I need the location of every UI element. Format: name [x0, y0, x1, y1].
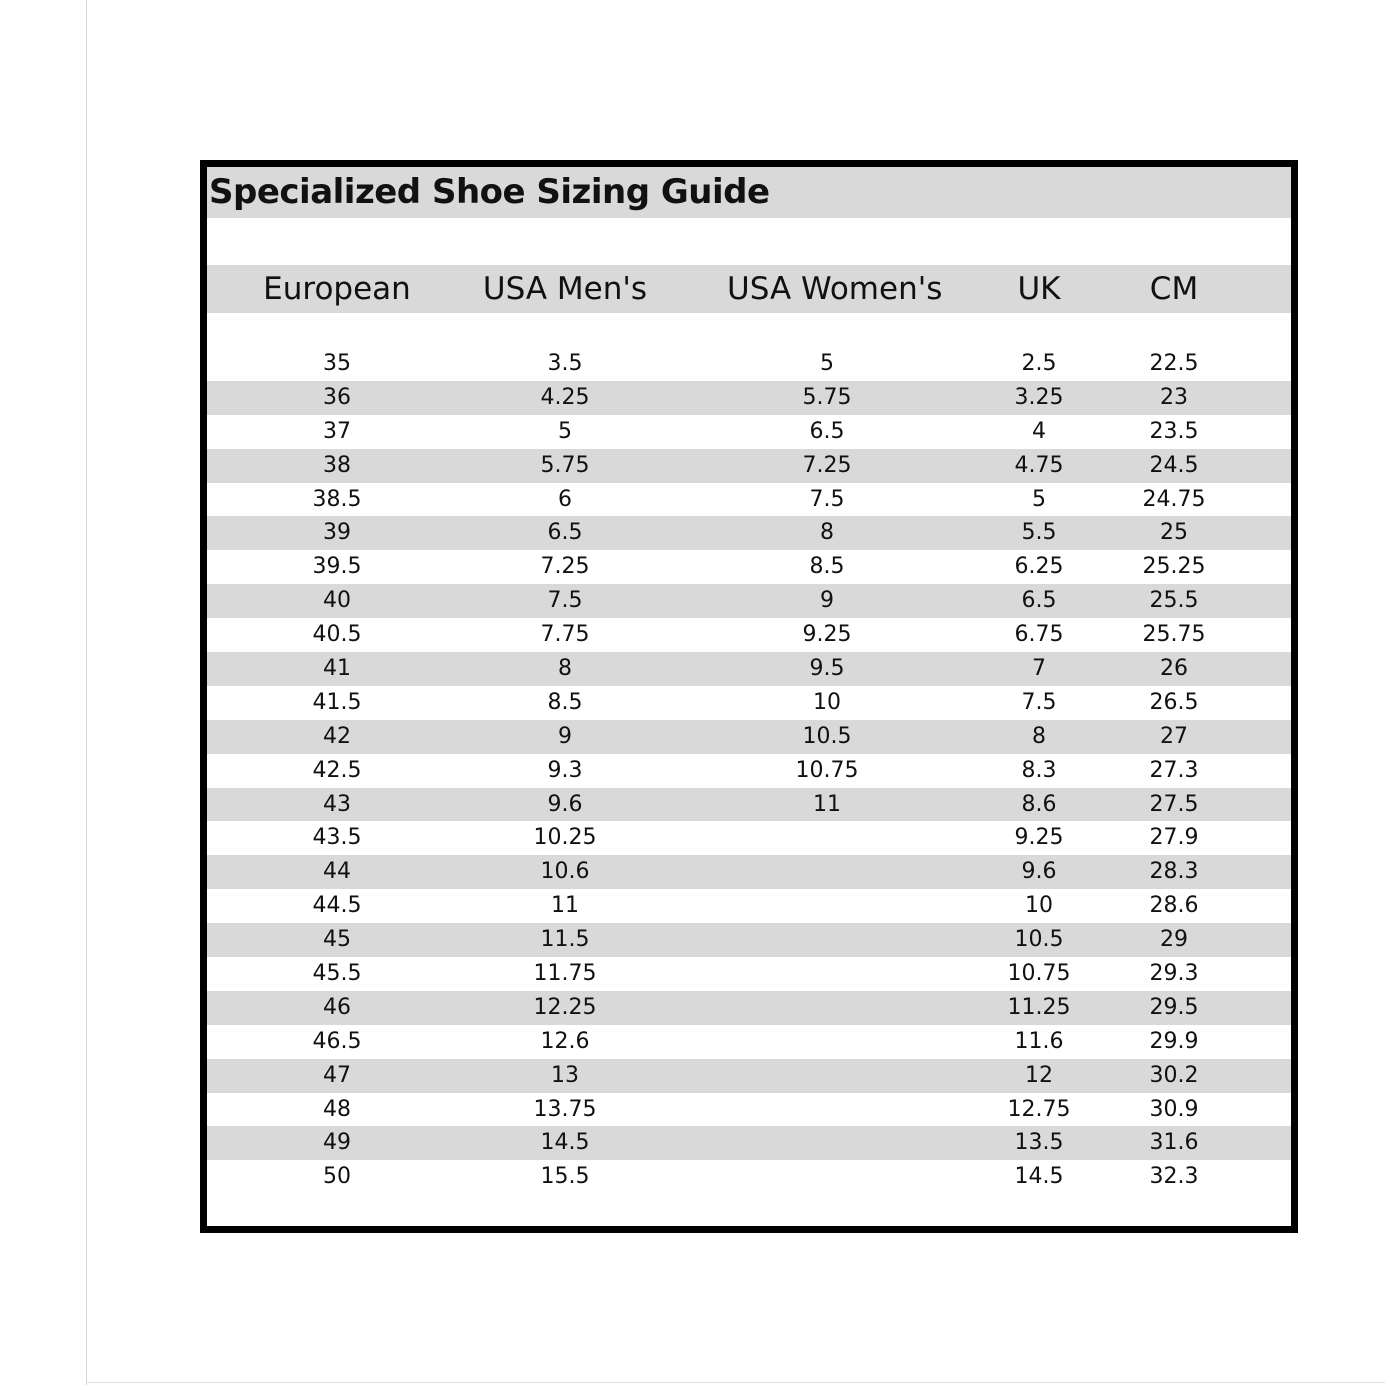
header-usa-mens: USA Men's — [482, 271, 648, 307]
cell-uk: 11.25 — [1007, 994, 1071, 1020]
cell-cm: 23.5 — [1149, 418, 1199, 444]
cell-cm: 22.5 — [1149, 351, 1199, 376]
table-row — [207, 754, 1291, 788]
cell-cm: 28.6 — [1149, 893, 1199, 919]
cell-usa-womens — [727, 991, 927, 1025]
cell-european: 35 — [323, 351, 351, 376]
cell-usa-mens: 13 — [551, 1062, 579, 1088]
cell-uk: 7 — [1032, 656, 1046, 682]
cell-usa-womens — [727, 889, 927, 923]
header-european: European — [263, 271, 411, 307]
cell-usa-mens: 14.5 — [540, 1130, 590, 1156]
cell-uk: 10.5 — [1014, 927, 1064, 953]
cell-cm: 29 — [1160, 927, 1188, 953]
cell-european: 42.5 — [312, 757, 362, 783]
cell-uk: 12.75 — [1007, 1096, 1071, 1122]
cell-uk: 3.25 — [1014, 384, 1064, 410]
header-usa-womens: USA Women's — [727, 271, 943, 307]
cell-usa-womens: 7.5 — [809, 486, 845, 512]
cell-usa-mens: 7.25 — [540, 554, 590, 580]
cell-usa-mens: 11.5 — [540, 927, 590, 953]
cell-usa-mens: 5 — [558, 418, 572, 444]
cell-usa-mens: 10.25 — [533, 825, 597, 851]
table-header-row — [207, 265, 1291, 313]
cell-cm: 29.9 — [1149, 1028, 1199, 1054]
cell-cm: 27 — [1160, 723, 1188, 749]
cell-cm: 25.25 — [1142, 554, 1206, 580]
table-row — [207, 483, 1291, 517]
cell-cm: 26.5 — [1149, 689, 1199, 715]
cell-cm: 30.9 — [1149, 1096, 1199, 1122]
cell-european: 45 — [323, 927, 351, 953]
cell-european: 38 — [323, 452, 351, 478]
cell-european: 42 — [323, 723, 351, 749]
cell-european: 40.5 — [312, 622, 362, 648]
cell-cm: 31.6 — [1149, 1130, 1199, 1156]
table-row — [207, 855, 1291, 889]
cell-uk: 8.6 — [1021, 791, 1057, 817]
cell-usa-womens: 10.75 — [795, 757, 859, 783]
cell-european: 50 — [323, 1164, 351, 1190]
table-row — [207, 1059, 1291, 1093]
cell-cm: 24.75 — [1142, 486, 1206, 512]
cell-european: 49 — [323, 1130, 351, 1156]
cell-usa-womens: 11 — [813, 791, 841, 817]
cell-uk: 8 — [1032, 723, 1046, 749]
table-row — [207, 584, 1291, 618]
table-row — [207, 415, 1291, 449]
table-row — [207, 1126, 1291, 1160]
cell-european: 41.5 — [312, 689, 362, 715]
cell-uk: 4 — [1032, 418, 1046, 444]
table-row — [207, 957, 1291, 991]
cell-uk: 13.5 — [1014, 1130, 1064, 1156]
sizing-table-frame — [200, 160, 1298, 1233]
table-row — [207, 821, 1291, 855]
table-body — [207, 347, 1291, 1194]
cell-usa-mens: 15.5 — [540, 1164, 590, 1190]
cell-european: 46 — [323, 994, 351, 1020]
cell-cm: 29.5 — [1149, 994, 1199, 1020]
cell-usa-mens: 6.5 — [547, 520, 583, 546]
cell-usa-womens: 10.5 — [802, 723, 852, 749]
cell-uk: 5 — [1032, 486, 1046, 512]
table-row — [207, 720, 1291, 754]
cell-uk: 10 — [1025, 893, 1053, 919]
cell-usa-mens: 6 — [558, 486, 572, 512]
cell-usa-mens: 13.75 — [533, 1096, 597, 1122]
table-row — [207, 686, 1291, 720]
cell-usa-womens — [727, 855, 927, 889]
cell-usa-mens: 5.75 — [540, 452, 590, 478]
cell-european: 46.5 — [312, 1028, 362, 1054]
cell-uk: 5.5 — [1021, 520, 1057, 546]
cell-uk: 2.5 — [1021, 351, 1057, 376]
cell-usa-womens: 9.5 — [809, 656, 845, 682]
cell-usa-mens: 9.3 — [547, 757, 583, 783]
cell-usa-mens: 4.25 — [540, 384, 590, 410]
table-row — [207, 1025, 1291, 1059]
cell-usa-womens: 9.25 — [802, 622, 852, 648]
cell-usa-mens: 12.25 — [533, 994, 597, 1020]
cell-european: 37 — [323, 418, 351, 444]
cell-usa-womens — [727, 923, 927, 957]
table-row — [207, 991, 1291, 1025]
cell-usa-womens — [727, 1025, 927, 1059]
cell-european: 39.5 — [312, 554, 362, 580]
table-row — [207, 618, 1291, 652]
cell-usa-womens — [727, 821, 927, 855]
cell-uk: 8.3 — [1021, 757, 1057, 783]
table-row — [207, 550, 1291, 584]
page-edge-bottom — [86, 1382, 1385, 1383]
table-row — [207, 788, 1291, 822]
cell-uk: 6.25 — [1014, 554, 1064, 580]
cell-european: 38.5 — [312, 486, 362, 512]
cell-european: 43.5 — [312, 825, 362, 851]
table-row — [207, 1160, 1291, 1194]
cell-cm: 24.5 — [1149, 452, 1199, 478]
cell-usa-mens: 7.75 — [540, 622, 590, 648]
cell-european: 48 — [323, 1096, 351, 1122]
page-title: Specialized Shoe Sizing Guide — [209, 172, 770, 212]
page-edge-left — [86, 0, 87, 1385]
cell-usa-mens: 3.5 — [547, 351, 583, 376]
table-row — [207, 889, 1291, 923]
cell-uk: 14.5 — [1014, 1164, 1064, 1190]
cell-uk: 10.75 — [1007, 961, 1071, 987]
header-cm: CM — [1149, 271, 1199, 307]
cell-uk: 6.5 — [1021, 588, 1057, 614]
cell-cm: 25.5 — [1149, 588, 1199, 614]
table-row — [207, 923, 1291, 957]
cell-usa-womens: 8 — [820, 520, 834, 546]
cell-cm: 27.3 — [1149, 757, 1199, 783]
cell-uk: 7.5 — [1021, 689, 1057, 715]
cell-cm: 29.3 — [1149, 961, 1199, 987]
cell-usa-womens: 5 — [820, 351, 834, 376]
cell-usa-mens: 11.75 — [533, 961, 597, 987]
table-row — [207, 449, 1291, 483]
cell-cm: 23 — [1160, 384, 1188, 410]
cell-cm: 27.9 — [1149, 825, 1199, 851]
cell-cm: 28.3 — [1149, 859, 1199, 885]
cell-usa-womens — [727, 1160, 927, 1194]
header-uk: UK — [1017, 271, 1061, 307]
table-row — [207, 381, 1291, 415]
cell-european: 44 — [323, 859, 351, 885]
cell-usa-womens — [727, 1059, 927, 1093]
cell-european: 36 — [323, 384, 351, 410]
cell-cm: 26 — [1160, 656, 1188, 682]
cell-usa-mens: 9.6 — [547, 791, 583, 817]
cell-european: 40 — [323, 588, 351, 614]
table-row — [207, 347, 1291, 381]
table-row — [207, 516, 1291, 550]
cell-uk: 9.25 — [1014, 825, 1064, 851]
cell-usa-womens: 6.5 — [809, 418, 845, 444]
cell-usa-womens — [727, 1093, 927, 1127]
cell-cm: 25 — [1160, 520, 1188, 546]
cell-uk: 9.6 — [1021, 859, 1057, 885]
cell-usa-mens: 9 — [558, 723, 572, 749]
cell-uk: 4.75 — [1014, 452, 1064, 478]
cell-usa-womens — [727, 1126, 927, 1160]
cell-usa-womens: 8.5 — [809, 554, 845, 580]
title-band — [207, 167, 1291, 218]
cell-cm: 30.2 — [1149, 1062, 1199, 1088]
cell-uk: 12 — [1025, 1062, 1053, 1088]
cell-usa-womens: 5.75 — [802, 384, 852, 410]
cell-usa-mens: 8.5 — [547, 689, 583, 715]
cell-usa-mens: 12.6 — [540, 1028, 590, 1054]
table-row — [207, 652, 1291, 686]
cell-cm: 25.75 — [1142, 622, 1206, 648]
cell-usa-mens: 7.5 — [547, 588, 583, 614]
cell-european: 45.5 — [312, 961, 362, 987]
cell-european: 41 — [323, 656, 351, 682]
cell-usa-womens: 9 — [820, 588, 834, 614]
cell-usa-mens: 11 — [551, 893, 579, 919]
cell-usa-mens: 8 — [558, 656, 572, 682]
cell-cm: 32.3 — [1149, 1164, 1199, 1190]
cell-uk: 6.75 — [1014, 622, 1064, 648]
table-row — [207, 1093, 1291, 1127]
cell-usa-womens — [727, 957, 927, 991]
cell-usa-womens: 10 — [813, 689, 841, 715]
cell-european: 47 — [323, 1062, 351, 1088]
cell-cm: 27.5 — [1149, 791, 1199, 817]
cell-european: 44.5 — [312, 893, 362, 919]
cell-usa-womens: 7.25 — [802, 452, 852, 478]
cell-european: 43 — [323, 791, 351, 817]
cell-european: 39 — [323, 520, 351, 546]
cell-uk: 11.6 — [1014, 1028, 1064, 1054]
cell-usa-mens: 10.6 — [540, 859, 590, 885]
